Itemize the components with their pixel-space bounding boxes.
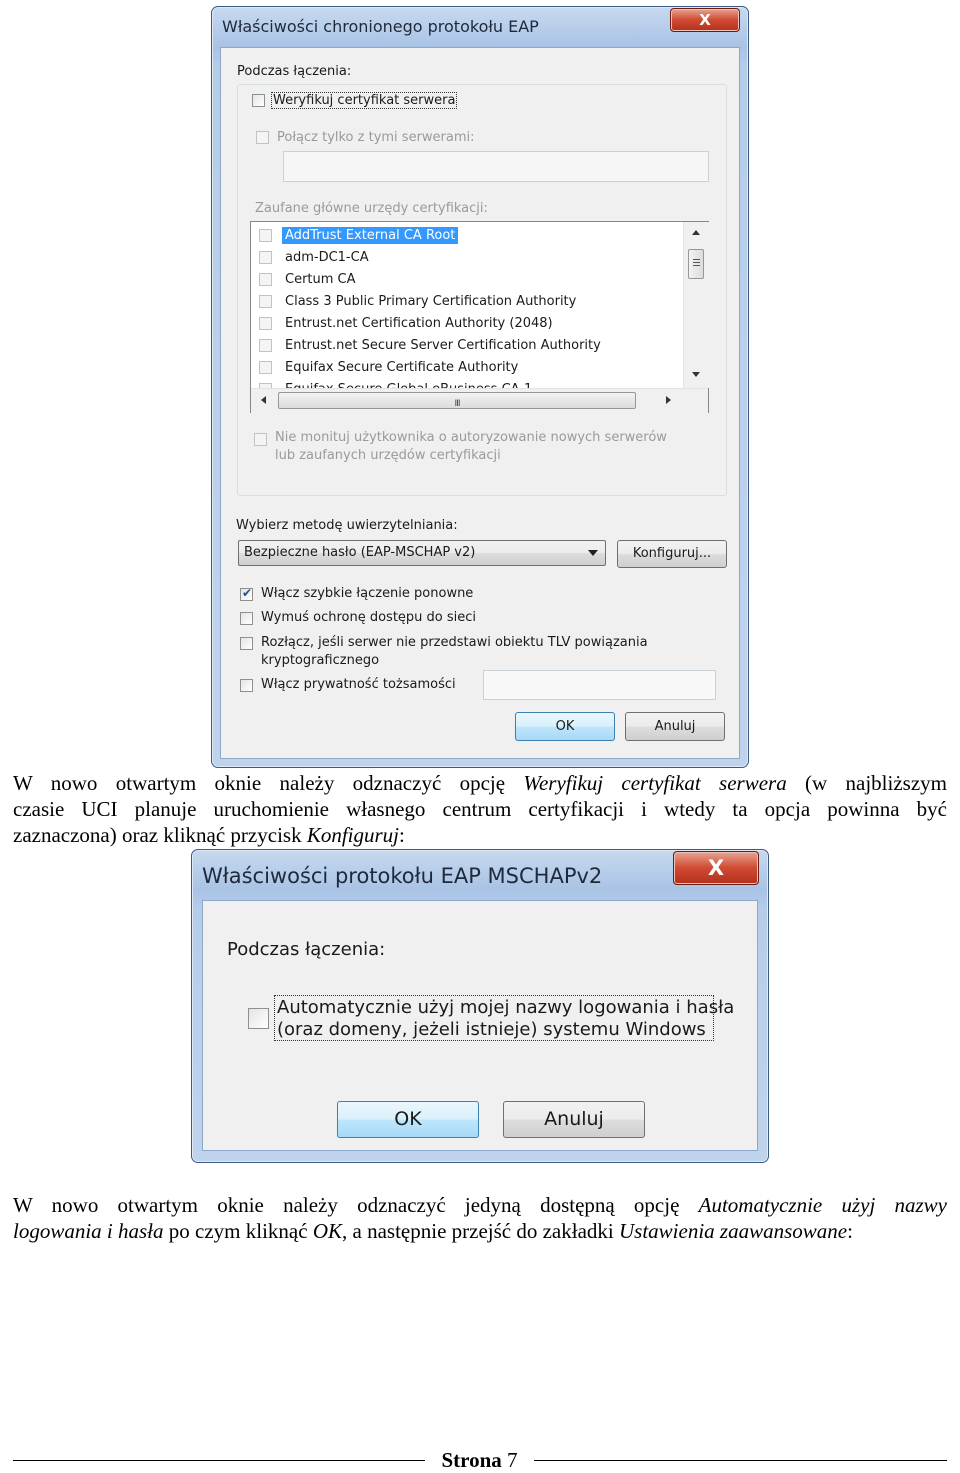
dialog-body: [220, 47, 740, 759]
identity-privacy-checkbox[interactable]: [240, 679, 253, 692]
paragraph-line: czasie UCI planuje uruchomienie własnego centrum certyfikacji i wtedy ta opcja powinna być: [13, 797, 947, 821]
instruction-paragraph-1: [13, 770, 947, 848]
enforce-nap-label: Wymuś ochronę dostępu do sieci: [261, 610, 477, 625]
connect-to-servers-checkbox[interactable]: [256, 131, 269, 144]
dialog-body: [202, 900, 758, 1151]
scroll-thumb[interactable]: [688, 249, 704, 279]
ok-button[interactable]: OK: [515, 712, 615, 741]
no-prompt-checkbox[interactable]: [254, 433, 267, 446]
auth-method-value: Bezpieczne hasło (EAP-MSCHAP v2): [244, 545, 476, 560]
auto-logon-checkbox[interactable]: [248, 1008, 269, 1029]
list-item[interactable]: [256, 313, 681, 335]
footer-rule-left: [13, 1460, 425, 1461]
dialog-title: Właściwości chronionego protokołu EAP: [222, 17, 539, 36]
close-icon: X: [699, 11, 711, 29]
grip-icon: [693, 259, 700, 268]
ca-checkbox[interactable]: [259, 361, 272, 374]
identity-input[interactable]: [483, 670, 716, 700]
page-label: Strona: [441, 1448, 502, 1472]
configure-button[interactable]: Konfiguruj...: [617, 540, 727, 568]
chevron-down-icon: [588, 550, 598, 556]
footer-rule-right: [534, 1460, 947, 1461]
when-connecting-label: Podczas łączenia:: [227, 939, 386, 960]
check-icon: ✔: [242, 586, 253, 600]
scroll-up-icon[interactable]: [692, 230, 700, 235]
ca-checkbox[interactable]: [259, 229, 272, 242]
ca-label: adm-DC1-CA: [285, 250, 369, 265]
instruction-paragraph-2: [13, 1192, 947, 1244]
page-number: 7: [507, 1448, 518, 1472]
list-item[interactable]: [256, 247, 681, 269]
ca-label: Equifax Secure Certificate Authority: [285, 360, 519, 375]
when-connecting-label: Podczas łączenia:: [237, 64, 352, 79]
mschapv2-properties-dialog: [191, 849, 769, 1163]
servers-input[interactable]: [283, 151, 709, 182]
ca-checkbox[interactable]: [259, 273, 272, 286]
h-scroll-thumb[interactable]: [278, 392, 636, 409]
grip-icon: III: [454, 399, 460, 409]
disconnect-checkbox[interactable]: [240, 637, 253, 650]
dialog-title: Właściwości protokołu EAP MSCHAPv2: [202, 864, 603, 888]
list-item[interactable]: [256, 357, 681, 379]
list-item[interactable]: [256, 225, 681, 247]
paragraph-line: W nowo otwartym oknie należy odznaczyć opcję Weryfikuj certyfikat serwera (w najbliższym: [13, 771, 947, 795]
auto-logon-label[interactable]: [274, 995, 735, 1041]
disconnect-label-cont: kryptograficznego: [261, 653, 380, 668]
page-footer: [425, 1448, 534, 1473]
horizontal-scrollbar[interactable]: [251, 388, 708, 413]
no-prompt-label-cont: lub zaufanych urzędów certyfikacji: [275, 448, 501, 463]
auto-logon-label-line: Automatycznie użyj mojej nazwy logowania i hasła: [277, 997, 735, 1018]
list-item[interactable]: [256, 379, 681, 387]
scroll-down-icon[interactable]: [692, 372, 700, 377]
ca-checkbox[interactable]: [259, 317, 272, 330]
cancel-button[interactable]: Anuluj: [625, 712, 725, 741]
vertical-scrollbar[interactable]: [683, 222, 709, 388]
disconnect-label: Rozłącz, jeśli serwer nie przedstawi obiektu TLV powiązania: [261, 635, 648, 650]
ca-label: Certum CA: [285, 272, 356, 287]
verify-cert-label[interactable]: Weryfikuj certyfikat serwera: [273, 93, 456, 108]
ca-label: Class 3 Public Primary Certification Authority: [285, 294, 577, 309]
ca-checkbox[interactable]: [259, 251, 272, 264]
list-item[interactable]: [256, 291, 681, 313]
fast-reconnect-label: Włącz szybkie łączenie ponowne: [261, 586, 474, 601]
verify-cert-checkbox[interactable]: [252, 94, 265, 107]
close-icon: X: [707, 856, 725, 880]
connect-to-servers-label: Połącz tylko z tymi serwerami:: [277, 130, 475, 145]
trusted-ca-list[interactable]: [250, 221, 709, 413]
close-button[interactable]: [670, 8, 740, 32]
trusted-ca-label: Zaufane główne urzędy certyfikacji:: [255, 201, 488, 216]
scroll-left-icon[interactable]: [261, 396, 266, 404]
close-button[interactable]: [673, 851, 759, 885]
scroll-right-icon[interactable]: [666, 396, 671, 404]
enforce-nap-checkbox[interactable]: [240, 612, 253, 625]
auth-method-label: Wybierz metodę uwierzytelniania:: [236, 518, 458, 533]
fast-reconnect-checkbox[interactable]: [240, 588, 253, 601]
ca-label: Entrust.net Certification Authority (2048): [285, 316, 553, 331]
auto-logon-label-line: (oraz domeny, jeżeli istnieje) systemu Windows: [277, 1019, 706, 1040]
no-prompt-label: Nie monituj użytkownika o autoryzowanie nowych serwerów: [275, 430, 667, 445]
ca-label: Entrust.net Secure Server Certification Authority: [285, 338, 601, 353]
paragraph-line: zaznaczona) oraz kliknąć przycisk Konfiguruj:: [13, 823, 405, 847]
identity-privacy-label: Włącz prywatność tożsamości: [261, 677, 456, 692]
auth-method-select[interactable]: [238, 540, 606, 566]
eap-properties-dialog: [211, 6, 749, 768]
ca-label: AddTrust External CA Root: [282, 227, 458, 244]
ca-checkbox[interactable]: [259, 295, 272, 308]
paragraph-line: W nowo otwartym oknie należy odznaczyć jedyną dostępną opcję Automatycznie użyj nazwy: [13, 1193, 947, 1217]
list-item[interactable]: [256, 335, 681, 357]
list-item[interactable]: [256, 269, 681, 291]
ok-button[interactable]: OK: [337, 1101, 479, 1138]
cancel-button[interactable]: Anuluj: [503, 1101, 645, 1138]
ca-checkbox[interactable]: [259, 339, 272, 352]
paragraph-line: logowania i hasła po czym kliknąć OK, a następnie przejść do zakładki Ustawienia zaawansowane:: [13, 1219, 853, 1243]
